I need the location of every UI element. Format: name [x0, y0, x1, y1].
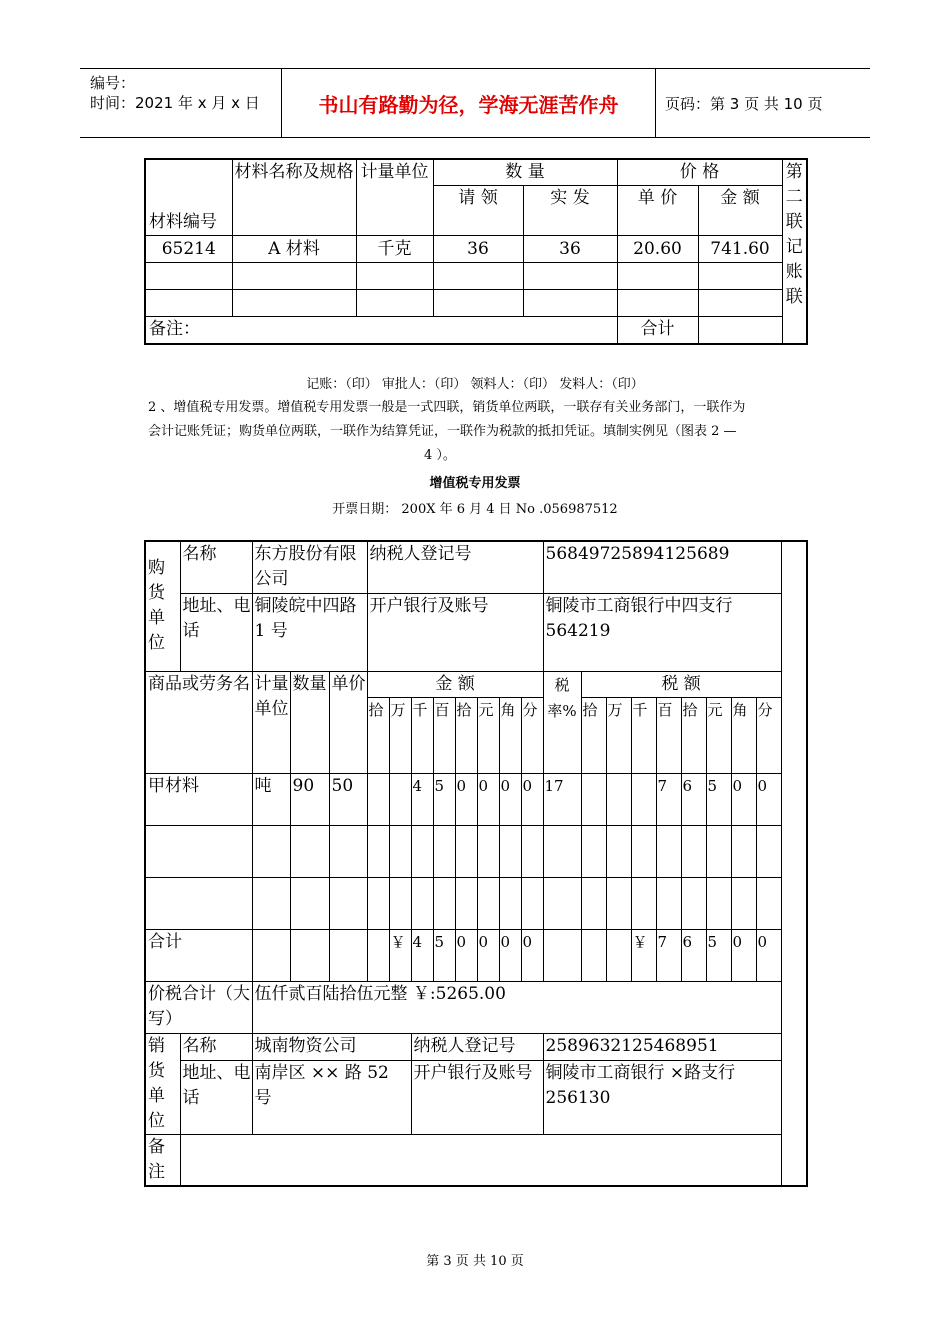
- h-inv-unit: 计量单位: [252, 671, 290, 773]
- total-amount-digit: 0: [477, 929, 499, 981]
- item1-qty: 90: [290, 773, 329, 825]
- buyer-name: 东方股份有限公司: [252, 541, 367, 593]
- total-tax-digit: 7: [656, 929, 681, 981]
- req-side-label: 第二联 记账联: [782, 159, 807, 344]
- paragraph-line1: 2 、增值税专用发票。增值税专用发票一般是一式四联，销货单位两联，一联存有关业务部门，一联作为: [148, 400, 746, 415]
- paragraph-line2: 会计记账凭证；购货单位两联，一联作为结算凭证，一联作为税款的抵扣凭证。填制实例见（图表 2 —: [148, 424, 737, 439]
- total-tax-digit: 5: [706, 929, 731, 981]
- buyer-name-label: 名称: [180, 541, 252, 593]
- invoice-title: 增值税专用发票: [429, 476, 521, 491]
- buyer-addr-label: 地址、电话: [180, 593, 252, 671]
- total-amount-digit: 0: [455, 929, 477, 981]
- buyer-addr: 铜陵皖中四路 1 号: [252, 593, 367, 671]
- amount-digit-header: 百: [433, 697, 455, 773]
- total-tax-digit: 6: [681, 929, 706, 981]
- tax-digit-header: 百: [656, 697, 681, 773]
- h-qty: 数 量: [433, 159, 617, 186]
- buyer-label: 购货单位: [145, 541, 180, 671]
- item1-amount-digit: [367, 773, 389, 825]
- tax-digit-header: 千: [631, 697, 656, 773]
- page-footer: 第 3 页 共 10 页: [426, 1254, 524, 1269]
- amount-digit-header: 分: [521, 697, 543, 773]
- tax-digit-header: 拾: [681, 697, 706, 773]
- h-inv-tax: 税 额: [581, 671, 781, 697]
- total-tax-digit: 0: [756, 929, 781, 981]
- requisition-table: [144, 158, 808, 345]
- buyer-taxpayer: 56849725894125689: [543, 541, 781, 593]
- amount-digit-header: 万: [389, 697, 411, 773]
- buyer-taxpayer-label: 纳税人登记号: [367, 541, 543, 593]
- h-goods: 商品或劳务名: [145, 671, 252, 773]
- invoice-table: [144, 540, 808, 1187]
- header-page-label: 页码：第 3 页 共 10 页: [665, 94, 823, 113]
- amount-digit-header: 角: [499, 697, 521, 773]
- seller-taxpayer: 2589632125468951: [543, 1033, 781, 1060]
- invoice-date-line: 开票日期： 200X 年 6 月 4 日 No .056987512: [332, 502, 618, 517]
- item1-tax-digit: 7: [656, 773, 681, 825]
- item1-amount-digit: 0: [499, 773, 521, 825]
- page-header: [80, 68, 870, 138]
- item1-tax-digit: 5: [706, 773, 731, 825]
- seller-addr: 南岸区 ×× 路 52 号: [252, 1060, 411, 1134]
- item1-tax-digit: [581, 773, 606, 825]
- total-label: 合计: [145, 929, 252, 981]
- time-label: 时间：2021 年 x 月 x 日: [90, 94, 260, 112]
- row1-req: 36: [433, 236, 523, 263]
- total-tax-digit: [606, 929, 631, 981]
- header-motto: 书山有路勤为径，学海无涯苦作舟: [282, 69, 656, 137]
- item1-unit: 吨: [252, 773, 290, 825]
- item1-price: 50: [329, 773, 367, 825]
- total-amount-digit: [367, 929, 389, 981]
- total-amount-digit: 5: [433, 929, 455, 981]
- item1-amount-digit: 0: [477, 773, 499, 825]
- total-words-label: 价税合计（大写）: [145, 981, 252, 1033]
- row1-price: 20.60: [617, 236, 698, 263]
- h-qty-req: 请 领: [433, 186, 523, 236]
- tax-digit-header: 元: [706, 697, 731, 773]
- item1-tax-digit: [606, 773, 631, 825]
- h-unit: 计量单位: [356, 159, 433, 236]
- buyer-bank-label: 开户银行及账号: [367, 593, 543, 671]
- req-total-label: 合计: [617, 317, 698, 344]
- h-unit-price: 单 价: [617, 186, 698, 236]
- h-price: 价 格: [617, 159, 782, 186]
- item1-amount-digit: 0: [521, 773, 543, 825]
- paragraph-line3: 4 ）。: [424, 448, 456, 463]
- amount-digit-header: 千: [411, 697, 433, 773]
- item1-rate: 17: [543, 773, 581, 825]
- tax-digit-header: 分: [756, 697, 781, 773]
- row1-iss: 36: [523, 236, 617, 263]
- item1-tax-digit: 0: [756, 773, 781, 825]
- amount-digit-header: 拾: [455, 697, 477, 773]
- row1-name: A 材料: [232, 236, 356, 263]
- item1-amount-digit: [389, 773, 411, 825]
- item1-tax-digit: [631, 773, 656, 825]
- number-label: 编号：: [90, 74, 136, 92]
- seller-name: 城南物资公司: [252, 1033, 411, 1060]
- signature-line: 记账：（印） 审批人：（印） 领料人：（印） 发料人：（印）: [306, 377, 644, 392]
- h-code: 材料编号: [145, 159, 232, 236]
- req-remark: 备注：: [145, 317, 617, 344]
- item1-amount-digit: 0: [455, 773, 477, 825]
- item1-goods: 甲材料: [145, 773, 252, 825]
- amount-digit-header: 元: [477, 697, 499, 773]
- h-inv-qty: 数量: [290, 671, 329, 773]
- item1-tax-digit: 0: [731, 773, 756, 825]
- seller-addr-label: 地址、电话: [180, 1060, 252, 1134]
- total-amount-digit: 4: [411, 929, 433, 981]
- h-inv-price: 单价: [329, 671, 367, 773]
- item1-amount-digit: 4: [411, 773, 433, 825]
- tax-digit-header: 角: [731, 697, 756, 773]
- header-meta: [80, 69, 282, 137]
- seller-bank-label: 开户银行及账号: [411, 1060, 543, 1134]
- h-name: 材料名称及规格: [232, 159, 356, 236]
- tax-digit-header: 拾: [581, 697, 606, 773]
- amount-digit-header: 拾: [367, 697, 389, 773]
- total-tax-digit: [581, 929, 606, 981]
- seller-taxpayer-label: 纳税人登记号: [411, 1033, 543, 1060]
- total-words: 伍仟贰百陆拾伍元整 ￥:5265.00: [252, 981, 781, 1033]
- remark-label: 备注: [145, 1134, 180, 1186]
- total-amount-digit: 0: [521, 929, 543, 981]
- row1-unit: 千克: [356, 236, 433, 263]
- h-qty-iss: 实 发: [523, 186, 617, 236]
- total-amount-digit: ￥: [389, 929, 411, 981]
- h-inv-amount: 金 额: [367, 671, 543, 697]
- row1-code: 65214: [145, 236, 232, 263]
- item1-tax-digit: 6: [681, 773, 706, 825]
- item1-amount-digit: 5: [433, 773, 455, 825]
- row1-amount: 741.60: [698, 236, 782, 263]
- total-tax-digit: ￥: [631, 929, 656, 981]
- seller-bank: 铜陵市工商银行 ×路支行 256130: [543, 1060, 781, 1134]
- total-tax-digit: 0: [731, 929, 756, 981]
- seller-name-label: 名称: [180, 1033, 252, 1060]
- h-inv-rate: 税率%: [543, 671, 581, 773]
- buyer-bank: 铜陵市工商银行中四支行 564219: [543, 593, 781, 671]
- seller-label: 销货单位: [145, 1033, 180, 1134]
- h-amount: 金 额: [698, 186, 782, 236]
- tax-digit-header: 万: [606, 697, 631, 773]
- total-amount-digit: 0: [499, 929, 521, 981]
